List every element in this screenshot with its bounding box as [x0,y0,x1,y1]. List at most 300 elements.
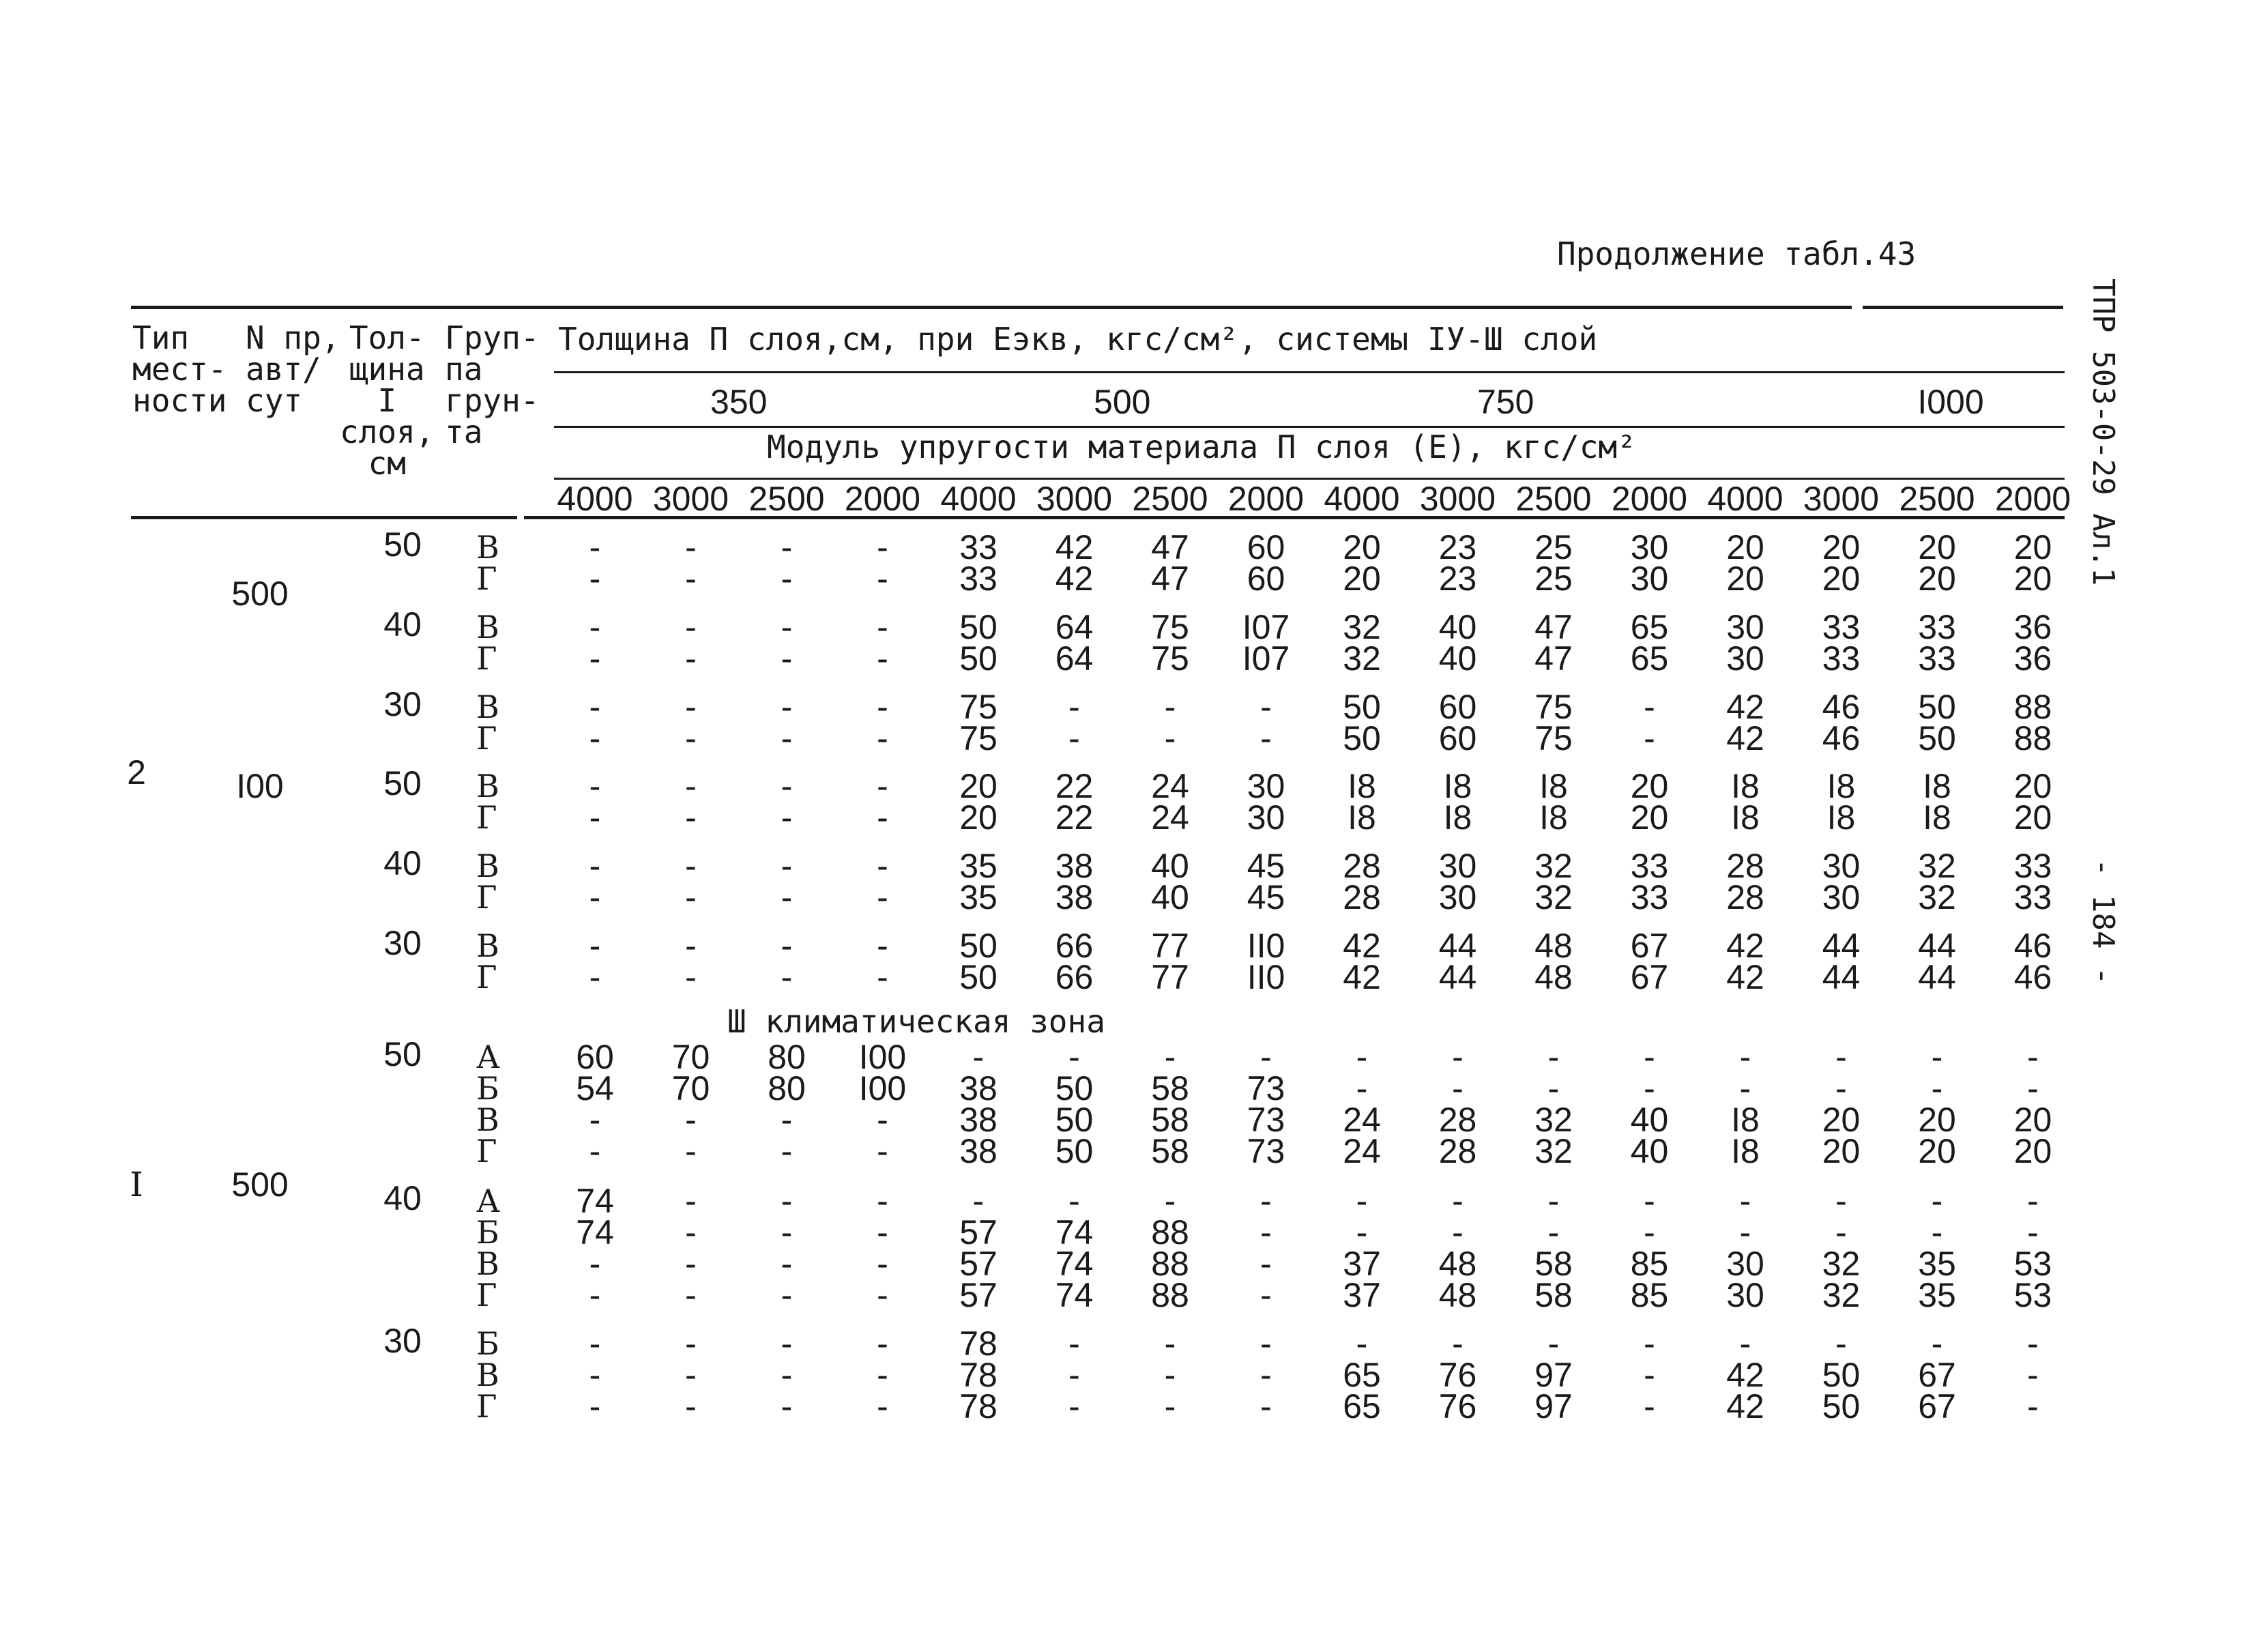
header-line: I [377,382,397,419]
table-cell: - [589,1245,601,1283]
table-cell: 47 [1534,608,1573,646]
table-cell: - [589,528,601,566]
table-cell: 74 [1055,1213,1094,1251]
table-cell: 35 [959,878,998,916]
table-cell: - [1547,1038,1560,1076]
table-cell: - [685,1276,697,1314]
table-cell: 33 [1822,608,1861,646]
table-cell: - [685,1387,697,1425]
table-cell: 35 [1918,1245,1956,1283]
table-cell: 42 [1343,958,1381,996]
table-cell: II0 [1247,958,1285,996]
table-cell: - [1260,1356,1272,1394]
table-cell: - [877,1387,888,1425]
table-cell: 20 [1918,1132,1956,1170]
table-cell: 70 [671,1038,710,1076]
table-cell: - [877,560,888,598]
table-cell: 67 [1918,1387,1956,1425]
table-cell: 78 [959,1324,998,1363]
table-cell: - [877,1324,888,1363]
table-cell: 24 [1343,1132,1381,1170]
table-cell: - [781,1245,793,1283]
table-cell: - [1068,688,1080,726]
table-cell: - [1739,1213,1751,1251]
table-cell: - [1356,1038,1368,1076]
table-cell: - [877,608,888,646]
modulus-value: 3000 [652,480,729,518]
soil-group: В [476,609,499,646]
table-cell: 20 [2013,528,2052,566]
table-cell: 50 [1055,1069,1094,1107]
table-cell: 78 [959,1356,998,1394]
modulus-value: 2500 [1899,480,1975,518]
table-cell: - [589,1387,601,1425]
table-cell: 42 [1055,560,1094,598]
table-cell: - [1547,1324,1560,1363]
table-cell: 20 [2013,1132,2052,1170]
thickness-value: 40 [383,844,422,882]
table-cell: - [1260,1276,1272,1314]
terrain-type: 2 [127,753,146,792]
table-cell: - [1452,1069,1464,1107]
table-cell: 20 [1726,560,1764,598]
table-cell: 32 [1822,1276,1861,1314]
table-cell: 32 [1534,1101,1573,1139]
table-cell: 20 [1822,1132,1861,1170]
thickness-value: 30 [383,924,422,962]
table-cell: - [685,1213,697,1251]
table-cell: 42 [1343,927,1381,965]
table-cell: - [877,688,888,726]
table-cell: 22 [1055,798,1094,837]
table-cell: 37 [1343,1276,1381,1314]
table-cell: 75 [959,688,998,726]
table-cell: 22 [1055,767,1094,805]
table-cell: - [1260,1324,1272,1363]
side-document-code: ТПР 503-0-29 Ал.1 [2086,278,2121,586]
table-cell: - [589,878,601,916]
table-cell: 50 [959,608,998,646]
table-cell: - [1931,1182,1943,1220]
table-cell: - [589,798,601,837]
table-cell: - [685,1182,697,1220]
table-cell: 28 [1343,878,1381,916]
table-cell: 66 [1055,927,1094,965]
table-cell: 53 [2013,1276,2052,1314]
table-cell: 30 [1822,847,1861,885]
table-cell: - [589,958,601,996]
table-cell: 50 [1343,688,1381,726]
soil-group: В [476,768,499,805]
table-cell: 60 [1438,688,1477,726]
header-line: см [368,445,406,482]
table-cell: - [1068,1038,1080,1076]
table-cell: - [685,927,697,965]
soil-group: Г [476,560,497,597]
table-cell: 44 [1438,958,1477,996]
table-cell: - [1931,1069,1943,1107]
table-cell: - [685,528,697,566]
table-cell: 60 [1438,719,1477,757]
table-cell: 42 [1055,528,1094,566]
table-cell: 48 [1534,958,1573,996]
table-cell: 20 [1822,560,1861,598]
table-cell: 75 [1151,608,1189,646]
table-cell: 57 [959,1276,998,1314]
table-cell: - [1260,1213,1272,1251]
table-cell: 44 [1822,958,1861,996]
table-cell: - [877,1356,888,1394]
table-cell: - [781,1101,793,1139]
table-cell: 46 [1822,688,1861,726]
table-cell: - [1260,1182,1272,1220]
table-cell: - [589,608,601,646]
table-cell: 33 [1822,639,1861,678]
table-cell: - [2027,1324,2039,1363]
table-cell: 20 [1822,1101,1861,1139]
table-cell: - [1644,1182,1655,1220]
table-cell: - [1452,1324,1464,1363]
table-cell: - [1164,1324,1176,1363]
table-cell: 33 [1630,878,1669,916]
eekv-value: 750 [1477,383,1534,421]
soil-group: В [476,1101,499,1138]
table-cell: 40 [1438,639,1477,678]
table-cell: 40 [1630,1101,1669,1139]
table-cell: - [781,528,793,566]
table-cell: 66 [1055,958,1094,996]
table-cell: - [877,639,888,678]
table-cell: 50 [1055,1132,1094,1170]
table-cell: - [972,1182,985,1220]
table-cell: - [781,798,793,837]
table-cell: 32 [1534,878,1573,916]
table-cell: 44 [1822,927,1861,965]
table-cell: - [1260,688,1272,726]
modulus-value: 2500 [1132,480,1208,518]
table-cell: - [1835,1324,1847,1363]
table-cell: I8 [1731,798,1760,837]
table-cell: - [877,719,888,757]
soil-group: Б [476,1325,499,1362]
header-soil-group-column [445,319,540,450]
table-cell: - [685,560,697,598]
table-cell: 28 [1726,878,1764,916]
table-cell: II0 [1247,927,1285,965]
soil-group: В [476,847,499,884]
table-cell: - [1644,1038,1655,1076]
table-cell: 24 [1343,1101,1381,1139]
table-cell: 64 [1055,639,1094,678]
table-cell: 57 [959,1245,998,1283]
table-cell: I07 [1242,608,1290,646]
table-cell: 33 [959,560,998,598]
table-cell: - [685,847,697,885]
table-cell: 20 [1343,560,1381,598]
header-line: Тип [132,319,190,356]
table-cell: 75 [1151,639,1189,678]
table-cell: - [781,1324,793,1363]
table-cell: - [877,1276,888,1314]
table-cell: - [685,719,697,757]
modulus-value: 2500 [748,480,825,518]
table-cell: - [1068,1356,1080,1394]
header-rule-1 [554,371,2065,373]
soil-group: А [476,1183,500,1219]
table-cell: 70 [671,1069,710,1107]
table-cell: 35 [959,847,998,885]
modulus-value: 4000 [1324,480,1400,518]
table-cell: - [2027,1069,2039,1107]
table-cell: - [1164,1356,1176,1394]
table-cell: - [1644,1356,1655,1394]
table-cell: 38 [1055,847,1094,885]
table-cell: 20 [959,798,998,837]
table-cell: 28 [1438,1101,1477,1139]
table-cell: - [781,878,793,916]
table-cell: 20 [2013,1101,2052,1139]
table-cell: 88 [2013,719,2052,757]
eekv-value: I000 [1917,383,1984,421]
table-cell: I8 [1826,798,1856,837]
table-cell: 45 [1247,847,1285,885]
top-rule-right [1863,306,2063,309]
soil-group: А [476,1039,500,1075]
table-cell: 48 [1438,1276,1477,1314]
table-cell: - [589,1132,601,1170]
table-cell: 28 [1343,847,1381,885]
table-cell: 33 [1918,639,1956,678]
table-cell: 38 [959,1132,998,1170]
table-cell: - [685,1132,697,1170]
soil-group: Б [476,1070,499,1107]
table-cell: 30 [1726,608,1764,646]
table-cell: - [781,1276,793,1314]
table-cell: 54 [576,1069,614,1107]
table-cell: 97 [1534,1387,1573,1425]
table-cell: I8 [1826,767,1856,805]
table-cell: I8 [1731,1132,1760,1170]
table-cell: - [1644,719,1655,757]
table-cell: - [1739,1324,1751,1363]
thickness-value: 50 [383,525,422,564]
header-line: та [445,414,483,450]
table-cell: 42 [1726,1387,1764,1425]
soil-group: В [476,689,499,725]
table-cell: 33 [1630,847,1669,885]
table-cell: 60 [576,1038,614,1076]
table-cell: 48 [1534,927,1573,965]
table-cell: 65 [1343,1387,1381,1425]
header-line: мест- [132,351,227,388]
table-cell: 33 [959,528,998,566]
table-cell: 46 [1822,719,1861,757]
table-cell: - [1835,1069,1847,1107]
table-cell: 74 [1055,1276,1094,1314]
table-cell: 32 [1534,1132,1573,1170]
table-cell: - [2027,1213,2039,1251]
soil-group: Г [476,720,497,757]
modulus-value: 2000 [1994,480,2071,518]
table-cell: 38 [959,1101,998,1139]
table-cell: - [589,560,601,598]
table-cell: 75 [1534,719,1573,757]
table-cell: - [1547,1069,1560,1107]
table-cell: - [589,639,601,678]
table-cell: 30 [1247,798,1285,837]
soil-group: В [476,927,499,964]
soil-group: Г [476,879,497,916]
header-line: N пр, [246,319,340,356]
table-cell: 20 [1918,528,1956,566]
table-cell: - [781,639,793,678]
table-cell: - [1931,1324,1943,1363]
table-cell: - [1068,1182,1080,1220]
table-cell: 50 [1055,1101,1094,1139]
header-line: па [445,351,483,388]
table-cell: - [1356,1324,1368,1363]
table-cell: - [1164,719,1176,757]
table-cell: - [1739,1182,1751,1220]
table-cell: 24 [1151,767,1189,805]
table-cell: - [877,958,888,996]
table-cell: - [1356,1069,1368,1107]
table-cell: 88 [2013,688,2052,726]
table-cell: 75 [959,719,998,757]
modulus-value: 2000 [844,480,921,518]
header-rule-2 [554,426,2065,428]
header-thickness-column [340,319,435,482]
table-cell: - [877,847,888,885]
table-cell: - [1739,1069,1751,1107]
table-cell: - [1164,1038,1176,1076]
table-cell: 85 [1630,1276,1669,1314]
table-cell: - [877,767,888,805]
table-cell: 42 [1726,1356,1764,1394]
table-cell: 58 [1151,1101,1189,1139]
modulus-value: 2500 [1515,480,1592,518]
table-cell: 30 [1726,1276,1764,1314]
table-cell: - [1260,719,1272,757]
table-cell: - [685,878,697,916]
table-cell: 53 [2013,1245,2052,1283]
table-cell: 45 [1247,878,1285,916]
table-cell: 44 [1918,958,1956,996]
table-cell: - [781,927,793,965]
modulus-value: 2000 [1611,480,1688,518]
table-cell: 60 [1247,560,1285,598]
table-cell: 20 [1918,1101,1956,1139]
table-cell: 36 [2013,608,2052,646]
header-line: сут [246,382,303,419]
table-cell: - [685,958,697,996]
table-cell: 77 [1151,958,1189,996]
table-cell: - [2027,1182,2039,1220]
table-cell: - [685,1324,697,1363]
table-cell: 50 [1343,719,1381,757]
table-cell: 32 [1918,847,1956,885]
table-cell: 28 [1438,1132,1477,1170]
table-cell: - [589,719,601,757]
table-cell: - [1164,1182,1176,1220]
table-cell: - [781,719,793,757]
thickness-value: 40 [383,605,422,643]
modulus-value: 3000 [1419,480,1496,518]
table-cell: 74 [576,1213,614,1251]
table-cell: 78 [959,1387,998,1425]
soil-group: Г [476,959,497,996]
table-cell: 48 [1438,1245,1477,1283]
table-cell: I8 [1923,798,1951,837]
header-modulus-title: Модуль упругости материала П слоя (Е), кгс/см² [767,429,1636,465]
table-cell: - [1547,1213,1560,1251]
table-cell: 42 [1726,719,1764,757]
table-cell: 57 [959,1213,998,1251]
table-cell: - [1260,1038,1272,1076]
table-cell: 30 [1438,847,1477,885]
table-cell: - [781,958,793,996]
table-cell: 60 [1247,528,1285,566]
header-line: Груп- [445,319,540,356]
table-cell: 74 [576,1182,614,1220]
table-cell: 38 [959,1069,998,1107]
table-cell: - [589,767,601,805]
zone-title: Ш климатическая зона [727,1003,1105,1040]
terrain-type: I [130,1165,143,1204]
table-cell: - [877,1213,888,1251]
table-cell: I8 [1443,767,1472,805]
table-cell: - [781,688,793,726]
thickness-value: 30 [383,685,422,723]
thickness-value: 30 [383,1322,422,1360]
soil-group: В [476,529,499,566]
table-cell: 33 [1918,608,1956,646]
header-type-column [132,319,227,419]
header-traffic-column [246,319,340,419]
table-cell: - [1068,719,1080,757]
table-cell: 35 [1918,1276,1956,1314]
table-cell: 20 [959,767,998,805]
table-cell: 20 [1343,528,1381,566]
table-cell: I8 [1539,798,1568,837]
table-cell: - [972,1038,985,1076]
table-cell: I8 [1348,798,1376,837]
eekv-value: 500 [1094,383,1151,421]
table-cell: - [1644,1324,1655,1363]
header-main-title: Толщина П слоя,см, при Еэкв, кгс/см², системы IУ-Ш слой [558,321,1598,358]
table-cell: 32 [1534,847,1573,885]
table-cell: - [1068,1324,1080,1363]
table-cell: 47 [1151,528,1189,566]
thickness-value: 50 [383,764,422,802]
table-cell: 30 [1438,878,1477,916]
table-cell: - [1452,1213,1464,1251]
table-cell: 30 [1726,1245,1764,1283]
table-cell: - [781,1132,793,1170]
table-cell: 88 [1151,1213,1189,1251]
table-cell: - [589,688,601,726]
table-cell: 44 [1918,927,1956,965]
table-cell: 77 [1151,927,1189,965]
table-cell: 50 [1918,688,1956,726]
table-cell: - [781,608,793,646]
table-cell: 30 [1726,639,1764,678]
table-cell: - [1452,1038,1464,1076]
table-cell: - [1644,1213,1655,1251]
table-cell: 80 [768,1038,806,1076]
table-cell: - [1164,688,1176,726]
table-cell: 20 [2013,798,2052,837]
